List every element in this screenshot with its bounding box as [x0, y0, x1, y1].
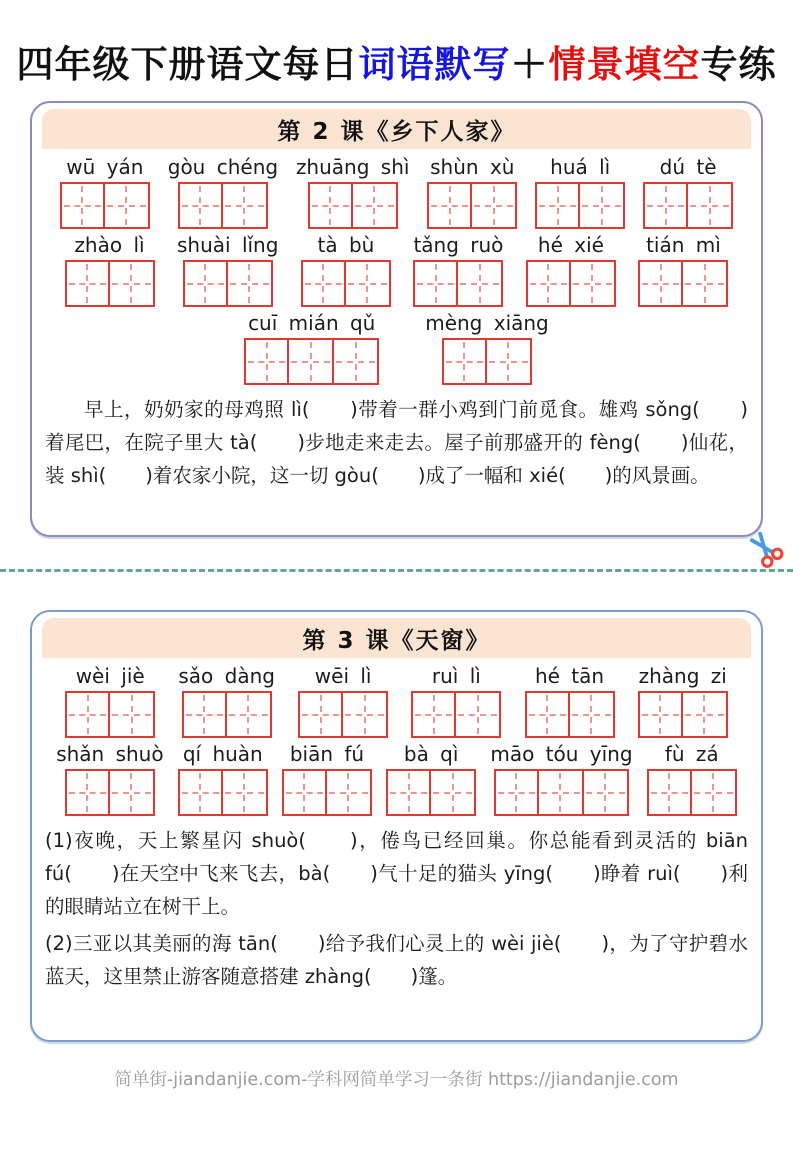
word-unit [298, 664, 388, 738]
lesson-3-word-rows [32, 658, 761, 816]
pinyin-label: ruì lì [431, 664, 481, 688]
writing-grid [494, 769, 629, 816]
word-row [42, 664, 751, 738]
writing-grid [647, 769, 737, 816]
grid-cell [570, 691, 615, 738]
lesson-3-title: 第 3 课《天窗》 [302, 627, 491, 654]
grid-cell [472, 182, 517, 229]
pinyin-label: hé tān [534, 664, 605, 688]
writing-grid [60, 182, 150, 229]
writing-grid [178, 182, 268, 229]
writing-grid [298, 691, 388, 738]
word-row [42, 155, 751, 229]
writing-grid [638, 691, 728, 738]
pinyin-label: mèng xiāng [425, 311, 549, 335]
grid-cell [178, 182, 223, 229]
grid-cell [289, 338, 334, 385]
grid-cell [427, 182, 472, 229]
writing-grid [244, 338, 379, 385]
grid-cell [643, 182, 688, 229]
grid-cell [343, 691, 388, 738]
passage-paragraph: (1)夜晚，天上繁星闪 shuò( )，倦鸟已经回巢。你总能看到灵活的 biān fú( )在天空中飞来飞去，bà( )气十足的猫头 yīng( )睁着 ruì( )利的眼睛站立在树干上。 [45, 829, 748, 918]
writing-grid [386, 769, 476, 816]
grid-cell [431, 769, 476, 816]
word-unit [525, 664, 615, 738]
page-title-segment-black: 四年级下册语文每日 [16, 43, 359, 86]
word-unit [526, 233, 616, 307]
pinyin-label: zhào lì [74, 233, 145, 257]
grid-cell [183, 260, 228, 307]
writing-grid [183, 260, 273, 307]
page-title-segment-black: 专练 [700, 43, 777, 86]
grid-cell [178, 769, 223, 816]
grid-cell [228, 260, 273, 307]
pinyin-label: māo tóu yīng [490, 742, 633, 766]
grid-cell [413, 260, 458, 307]
grid-cell [692, 769, 737, 816]
word-unit [386, 742, 476, 816]
grid-cell [65, 769, 110, 816]
word-unit [178, 742, 268, 816]
grid-cell [683, 260, 728, 307]
grid-cell [525, 691, 570, 738]
word-unit [65, 233, 155, 307]
grid-cell [65, 260, 110, 307]
page-title-segment-black: ＋ [510, 43, 549, 86]
pinyin-label: qí huàn [182, 742, 263, 766]
grid-cell [535, 182, 580, 229]
writing-grid [526, 260, 616, 307]
writing-grid [308, 182, 398, 229]
pinyin-label: shuài lǐng [177, 233, 279, 257]
word-unit [56, 742, 163, 816]
grid-cell [442, 338, 487, 385]
pinyin-label: dú tè [659, 155, 717, 179]
grid-cell [60, 182, 105, 229]
word-unit [65, 664, 155, 738]
word-unit [638, 664, 728, 738]
grid-cell [308, 182, 353, 229]
grid-cell [223, 769, 268, 816]
writing-grid [535, 182, 625, 229]
pinyin-label: sǎo dàng [178, 664, 275, 688]
writing-grid [638, 260, 728, 307]
word-unit [535, 155, 625, 229]
lesson-2-header [42, 109, 751, 149]
pinyin-label: tà bù [317, 233, 375, 257]
pinyin-label: zhàng zi [638, 664, 727, 688]
word-unit [178, 664, 275, 738]
writing-grid [282, 769, 372, 816]
writing-grid [65, 260, 155, 307]
writing-grid [427, 182, 517, 229]
grid-cell [110, 769, 155, 816]
grid-cell [353, 182, 398, 229]
grid-cell [301, 260, 346, 307]
word-row [42, 742, 751, 816]
pinyin-label: biān fú [289, 742, 365, 766]
page-title-segment-blue: 词语默写 [358, 43, 511, 86]
grid-cell [298, 691, 343, 738]
grid-cell [110, 691, 155, 738]
writing-grid [413, 260, 503, 307]
word-unit [638, 233, 728, 307]
grid-cell [65, 691, 110, 738]
lesson-2-card [30, 101, 763, 537]
word-unit [60, 155, 150, 229]
pinyin-label: bà qì [403, 742, 459, 766]
page-footer: 简单街-jiandanjie.com-学科网简单学习一条街 https://jiandanjie.com [114, 1070, 679, 1090]
grid-cell [539, 769, 584, 816]
pinyin-label: fù zá [664, 742, 719, 766]
lesson-2-title: 第 2 课《乡下人家》 [277, 118, 516, 145]
word-unit [413, 233, 503, 307]
word-row [42, 311, 751, 385]
passage-paragraph: 早上，奶奶家的母鸡照 lì( )带着一群小鸡到门前觅食。雄鸡 sǒng( )着尾巴，在院子里大 tà( )步地走来走去。屋子前那盛开的 fèng( )仙花，装 shì( )着农家小院，这一切 gòu( )成了一幅和 xié( )的风景画。 [45, 398, 748, 487]
word-unit [427, 155, 517, 229]
grid-cell [458, 260, 503, 307]
word-unit [282, 742, 372, 816]
page-title-segment-red: 情景填空 [548, 43, 701, 86]
grid-cell [182, 691, 227, 738]
word-unit [647, 742, 737, 816]
pinyin-label: tián mì [646, 233, 721, 257]
writing-grid [301, 260, 391, 307]
grid-cell [580, 182, 625, 229]
writing-grid [442, 338, 532, 385]
word-unit [168, 155, 278, 229]
word-unit [643, 155, 733, 229]
pinyin-label: gòu chéng [167, 155, 279, 179]
writing-grid [65, 769, 155, 816]
grid-cell [411, 691, 456, 738]
grid-cell [227, 691, 272, 738]
writing-grid [411, 691, 501, 738]
writing-grid [182, 691, 272, 738]
grid-cell [688, 182, 733, 229]
word-unit [490, 742, 632, 816]
cut-divider [0, 537, 793, 610]
grid-cell [223, 182, 268, 229]
pinyin-label: shǎn shuò [56, 742, 164, 766]
word-unit [425, 311, 549, 385]
pinyin-label: huá lì [550, 155, 611, 179]
pinyin-label: zhuāng shì [295, 155, 410, 179]
lesson-3-header [42, 618, 751, 658]
grid-cell [647, 769, 692, 816]
dashed-cut-line [0, 569, 793, 572]
grid-cell [327, 769, 372, 816]
grid-cell [386, 769, 431, 816]
lesson-2-passage [32, 385, 761, 492]
grid-cell [683, 691, 728, 738]
lesson-3-card [30, 610, 763, 1042]
word-unit [411, 664, 501, 738]
grid-cell [105, 182, 150, 229]
pinyin-label: wèi jiè [75, 664, 145, 688]
pinyin-label: wū yán [66, 155, 144, 179]
word-row [42, 233, 751, 307]
word-unit [301, 233, 391, 307]
grid-cell [487, 338, 532, 385]
writing-grid [178, 769, 268, 816]
writing-grid [65, 691, 155, 738]
grid-cell [638, 691, 683, 738]
grid-cell [346, 260, 391, 307]
passage-paragraph: (2)三亚以其美丽的海 tān( )给予我们心灵上的 wèi jiè( )，为了守护碧水蓝天，这里禁止游客随意搭建 zhàng( )篷。 [45, 932, 748, 988]
grid-cell [584, 769, 629, 816]
grid-cell [244, 338, 289, 385]
pinyin-label: hé xié [537, 233, 604, 257]
writing-grid [643, 182, 733, 229]
grid-cell [282, 769, 327, 816]
pinyin-label: shùn xù [430, 155, 515, 179]
worksheet-page [0, 34, 793, 1156]
pinyin-label: wēi lì [314, 664, 372, 688]
lesson-2-word-rows [32, 149, 761, 385]
pinyin-label: tǎng ruò [413, 233, 504, 257]
page-title [0, 34, 793, 88]
grid-cell [494, 769, 539, 816]
grid-cell [638, 260, 683, 307]
word-unit [177, 233, 278, 307]
grid-cell [456, 691, 501, 738]
writing-grid [525, 691, 615, 738]
grid-cell [571, 260, 616, 307]
grid-cell [334, 338, 379, 385]
word-unit [244, 311, 379, 385]
word-unit [296, 155, 410, 229]
pinyin-label: cuī mián qǔ [248, 311, 376, 335]
grid-cell [110, 260, 155, 307]
lesson-3-passage [32, 816, 761, 993]
grid-cell [526, 260, 571, 307]
